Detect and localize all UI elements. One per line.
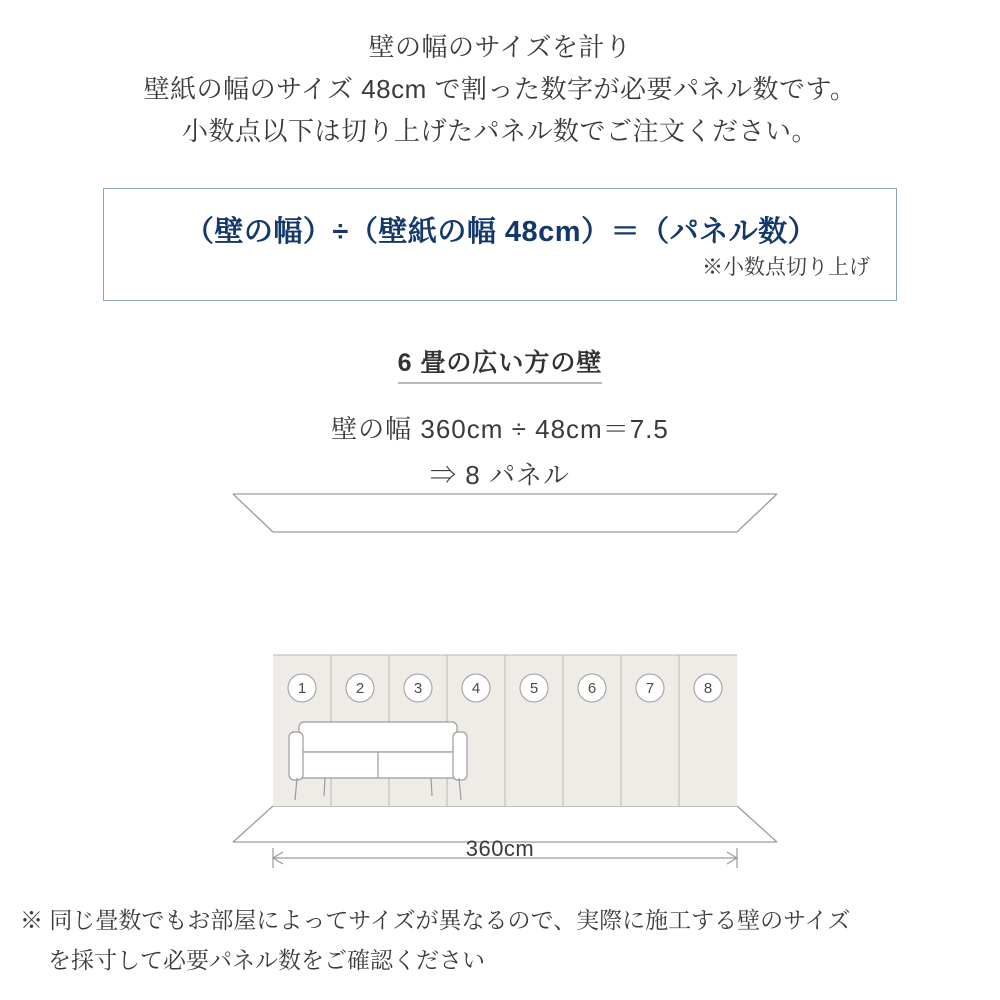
footnote-line-1: ※ 同じ畳数でもお部屋によってサイズが異なるので、実際に施工する壁のサイズ: [20, 907, 851, 933]
formula-expression: （壁の幅）÷（壁紙の幅 48cm）＝（パネル数）: [184, 216, 818, 248]
footnote: [20, 900, 985, 980]
formula-note: ※小数点切り上げ: [702, 256, 870, 279]
panel-number-7: 7: [645, 680, 655, 697]
section-title: [0, 343, 1000, 379]
panel-number-2: 2: [355, 680, 365, 697]
panel-number-5: 5: [529, 680, 539, 697]
formula-box: [103, 188, 897, 301]
panel-number-6: 6: [587, 680, 597, 697]
calc-line-2: ⇒ 8 パネル: [430, 460, 570, 490]
room-diagram: [225, 480, 785, 870]
calc-line-1: 壁の幅 360cm ÷ 48cm＝7.5: [331, 414, 669, 444]
panel-number-8: 8: [703, 680, 713, 697]
panel-number-3: 3: [413, 680, 423, 697]
section-title-text: 6 畳の広い方の壁: [398, 349, 603, 384]
intro-text: [0, 26, 1000, 152]
width-label: 360cm: [465, 836, 535, 861]
intro-line-3: 小数点以下は切り上げたパネル数でご注文ください。: [181, 116, 818, 146]
intro-line-1: 壁の幅のサイズを計り: [368, 32, 632, 62]
footnote-line-2: を採寸して必要パネル数をご確認ください: [48, 947, 485, 973]
panel-number-1: 1: [297, 680, 307, 697]
panel-number-4: 4: [471, 680, 481, 697]
intro-line-2: 壁紙の幅のサイズ 48cm で割った数字が必要パネル数です。: [143, 74, 857, 104]
